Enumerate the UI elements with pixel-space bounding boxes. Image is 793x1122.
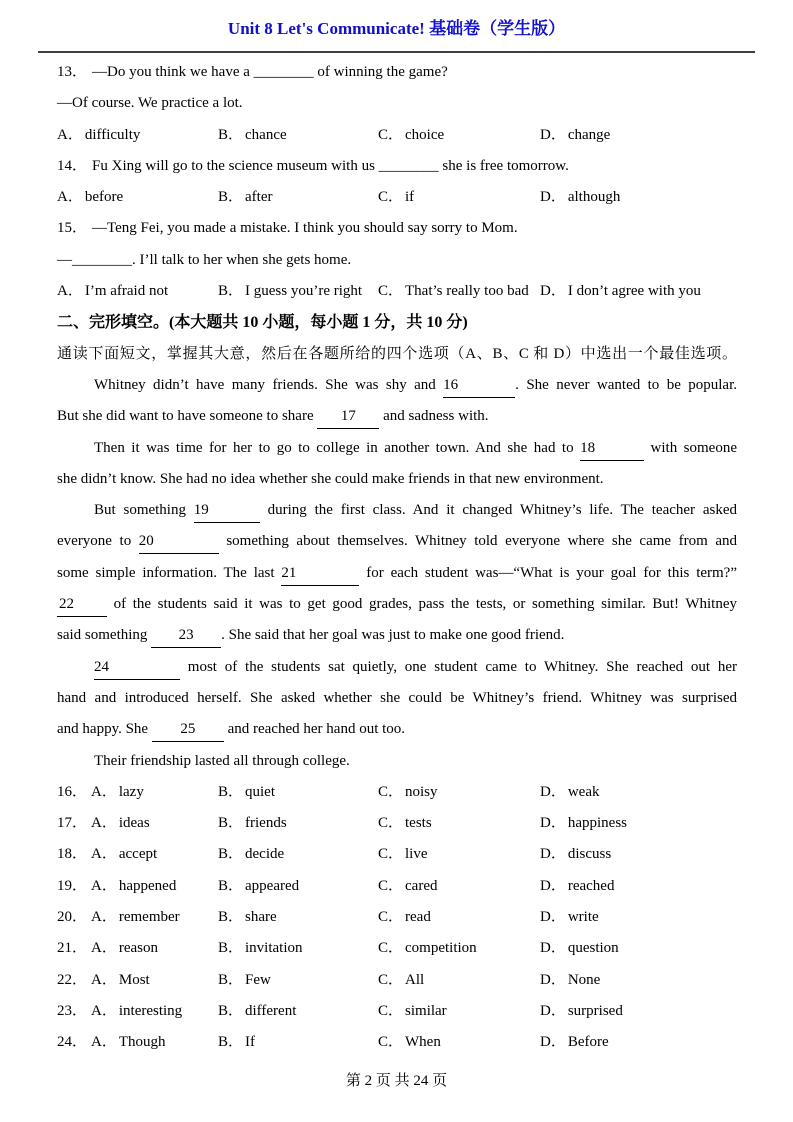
- option-text: noisy: [405, 783, 438, 800]
- cloze-blank-25: 25: [152, 717, 224, 742]
- question-14-options: [57, 182, 737, 213]
- option-14-a: [57, 182, 218, 213]
- question-24-number: 24．: [57, 1034, 88, 1051]
- passage-line-13: Their friendship lasted all through college.: [94, 752, 350, 769]
- option-letter-c: C．: [378, 909, 404, 926]
- option-text: accept: [118, 846, 158, 863]
- question-15-stem-line-1: [57, 213, 737, 244]
- question-17-number: 17．: [57, 815, 88, 832]
- option-text: I guess you’re right: [245, 283, 363, 300]
- option-letter-c: C．: [378, 189, 404, 206]
- option-text: Few: [245, 971, 271, 988]
- option-15-a: [57, 276, 218, 307]
- option-16-d: [540, 777, 737, 808]
- option-23-c: [378, 996, 540, 1027]
- option-letter-a: A．: [91, 909, 117, 926]
- option-letter-b: B．: [218, 909, 244, 926]
- question-18-options: [57, 839, 737, 870]
- option-text: If: [245, 1034, 256, 1051]
- option-text: decide: [245, 846, 285, 863]
- question-16-options: [57, 777, 737, 808]
- passage-line-3: Then it was time for her to go to college in another town. And she had to 18 with someone: [57, 433, 737, 464]
- passage-line-11: hand and introduced herself. She asked whether she could be Whitney’s friend. Whitney was surprised: [57, 689, 737, 706]
- option-letter-c: C．: [378, 1002, 404, 1019]
- passage-line-7: some simple information. The last 21 for each student was—“What is your goal for this term?”: [57, 558, 737, 589]
- option-text: remember: [118, 909, 180, 926]
- option-text: That’s really too bad: [405, 283, 529, 300]
- question-21-number: 21．: [57, 940, 88, 957]
- option-text: chance: [245, 126, 287, 143]
- option-16-c: [378, 777, 540, 808]
- option-17-d: [540, 808, 737, 839]
- option-text: friends: [245, 815, 287, 832]
- option-24-c: [378, 1027, 540, 1058]
- question-20-options: [57, 902, 737, 933]
- option-letter-a: A．: [91, 940, 117, 957]
- option-letter-a: A．: [91, 1002, 117, 1019]
- option-text: after: [245, 189, 273, 206]
- question-15-options: [57, 276, 737, 307]
- option-letter-c: C．: [378, 846, 404, 863]
- option-letter-a: A．: [91, 971, 117, 988]
- option-23-a: [57, 996, 218, 1027]
- question-15-reply-text: —________. I’ll talk to her when she gets home.: [57, 251, 352, 268]
- option-letter-c: C．: [378, 126, 404, 143]
- option-letter-b: B．: [218, 877, 244, 894]
- option-letter-b: B．: [218, 940, 244, 957]
- option-14-d: [540, 182, 737, 213]
- option-text: different: [245, 1002, 297, 1019]
- question-15-text: —Teng Fei, you made a mistake. I think you should say sorry to Mom.: [92, 220, 518, 237]
- option-letter-d: D．: [540, 971, 566, 988]
- question-20-number: 20．: [57, 909, 88, 926]
- option-24-b: [218, 1027, 378, 1058]
- option-letter-b: B．: [218, 1034, 244, 1051]
- question-23-number: 23．: [57, 1002, 88, 1019]
- option-18-c: [378, 839, 540, 870]
- option-21-a: [57, 933, 218, 964]
- option-22-a: [57, 965, 218, 996]
- question-14-number: 14．: [57, 157, 88, 174]
- option-20-b: [218, 902, 378, 933]
- option-letter-b: B．: [218, 971, 244, 988]
- option-text: tests: [405, 815, 432, 832]
- option-18-d: [540, 839, 737, 870]
- option-letter-b: B．: [218, 846, 244, 863]
- option-letter-b: B．: [218, 783, 244, 800]
- option-23-b: [218, 996, 378, 1027]
- option-letter-d: D．: [540, 1034, 566, 1051]
- section-heading: 二、完形填空。(本大题共 10 小题，每小题 1 分，共 10 分): [57, 314, 468, 332]
- question-16-number: 16．: [57, 783, 88, 800]
- option-letter-a: A．: [91, 815, 117, 832]
- passage-line-12: and happy. She 25 and reached her hand out too.: [57, 714, 737, 745]
- option-letter-d: D．: [540, 877, 566, 894]
- option-letter-b: B．: [218, 815, 244, 832]
- option-letter-d: D．: [540, 909, 566, 926]
- option-text: lazy: [118, 783, 144, 800]
- option-text: similar: [405, 1002, 447, 1019]
- option-text: appeared: [245, 877, 300, 894]
- cloze-blank-22: 22: [57, 592, 107, 617]
- option-text: if: [405, 189, 415, 206]
- option-letter-b: B．: [218, 126, 244, 143]
- option-19-a: [57, 871, 218, 902]
- option-letter-d: D．: [540, 940, 566, 957]
- option-text: None: [567, 971, 601, 988]
- option-letter-d: D．: [540, 846, 566, 863]
- option-letter-b: B．: [218, 283, 244, 300]
- question-23-options: [57, 996, 737, 1027]
- option-letter-a: A．: [57, 283, 83, 300]
- question-15-number: 15．: [57, 220, 88, 237]
- option-letter-c: C．: [378, 877, 404, 894]
- option-21-d: [540, 933, 737, 964]
- page-content: [57, 57, 737, 1059]
- option-letter-c: C．: [378, 971, 404, 988]
- option-text: invitation: [245, 940, 303, 957]
- cloze-blank-21: 21: [281, 561, 359, 586]
- page-footer: 第 2 页 共 24 页: [345, 1073, 448, 1089]
- option-letter-d: D．: [540, 783, 566, 800]
- option-15-c: [378, 276, 540, 307]
- option-text: reached: [567, 877, 615, 894]
- option-14-c: [378, 182, 540, 213]
- question-17-options: [57, 808, 737, 839]
- question-19-options: [57, 871, 737, 902]
- option-text: write: [567, 909, 599, 926]
- option-text: Though: [118, 1034, 166, 1051]
- option-17-b: [218, 808, 378, 839]
- cloze-blank-16: 16: [443, 373, 515, 398]
- cloze-blank-24: 24: [94, 655, 180, 680]
- passage-instruction: 通读下面短文，掌握其大意，然后在各题所给的四个选项（A、B、C 和 D）中选出一个最佳选项。: [57, 345, 737, 362]
- option-13-d: [540, 120, 737, 151]
- option-text: change: [567, 126, 611, 143]
- option-22-b: [218, 965, 378, 996]
- option-text: I’m afraid not: [84, 283, 169, 300]
- passage-line-1: Whitney didn’t have many friends. She was shy and 16 . She never wanted to be popular.: [57, 370, 737, 401]
- option-text: reason: [118, 940, 159, 957]
- option-text: Most: [118, 971, 150, 988]
- option-text: read: [405, 909, 431, 926]
- option-22-c: [378, 965, 540, 996]
- question-14-stem-line-1: [57, 151, 737, 182]
- option-letter-b: B．: [218, 1002, 244, 1019]
- option-letter-a: A．: [91, 877, 117, 894]
- option-16-b: [218, 777, 378, 808]
- option-text: surprised: [567, 1002, 623, 1019]
- option-15-d: [540, 276, 737, 307]
- option-19-d: [540, 871, 737, 902]
- passage-line-6: everyone to 20 something about themselves. Whitney told everyone where she came from and: [57, 526, 737, 557]
- option-letter-d: D．: [540, 815, 566, 832]
- passage-line-8: 22 of the students said it was to get good grades, pass the tests, or something similar. But! Whitney: [57, 589, 737, 620]
- passage-line-9: said something 23 . She said that her goal was just to make one good friend.: [57, 620, 737, 651]
- option-text: competition: [405, 940, 477, 957]
- option-21-c: [378, 933, 540, 964]
- option-text: difficulty: [84, 126, 141, 143]
- option-17-a: [57, 808, 218, 839]
- page-title: Unit 8 Let's Communicate! 基础卷（学生版）: [227, 19, 566, 38]
- option-18-b: [218, 839, 378, 870]
- option-text: discuss: [567, 846, 612, 863]
- cloze-blank-20: 20: [139, 529, 219, 554]
- option-text: although: [567, 189, 621, 206]
- option-13-b: [218, 120, 378, 151]
- option-letter-a: A．: [91, 783, 117, 800]
- question-21-options: [57, 933, 737, 964]
- option-13-a: [57, 120, 218, 151]
- option-text: question: [567, 940, 619, 957]
- option-letter-c: C．: [378, 1034, 404, 1051]
- option-text: happiness: [567, 815, 628, 832]
- option-19-b: [218, 871, 378, 902]
- header-rule: [38, 51, 755, 53]
- question-24-options: [57, 1027, 737, 1058]
- option-17-c: [378, 808, 540, 839]
- option-text: quiet: [245, 783, 276, 800]
- option-letter-c: C．: [378, 283, 404, 300]
- option-letter-a: A．: [91, 1034, 117, 1051]
- question-22-number: 22．: [57, 971, 88, 988]
- option-text: share: [245, 909, 277, 926]
- option-text: weak: [567, 783, 600, 800]
- option-14-b: [218, 182, 378, 213]
- passage-line-2: But she did want to have someone to share 17 and sadness with.: [57, 401, 737, 432]
- option-text: Before: [567, 1034, 609, 1051]
- option-text: ideas: [118, 815, 150, 832]
- option-23-d: [540, 996, 737, 1027]
- option-16-a: [57, 777, 218, 808]
- option-letter-d: D．: [540, 283, 566, 300]
- option-18-a: [57, 839, 218, 870]
- option-text: cared: [405, 877, 438, 894]
- option-20-c: [378, 902, 540, 933]
- cloze-blank-19: 19: [194, 498, 260, 523]
- question-15-stem-line-2: [57, 245, 737, 276]
- option-letter-c: C．: [378, 815, 404, 832]
- option-text: choice: [405, 126, 445, 143]
- option-13-c: [378, 120, 540, 151]
- option-letter-a: A．: [91, 846, 117, 863]
- question-14-text: Fu Xing will go to the science museum with us ________ she is free tomorrow.: [92, 157, 569, 174]
- question-19-number: 19．: [57, 877, 88, 894]
- option-text: before: [84, 189, 124, 206]
- option-21-b: [218, 933, 378, 964]
- option-letter-c: C．: [378, 940, 404, 957]
- question-22-options: [57, 965, 737, 996]
- question-13-reply-text: —Of course. We practice a lot.: [57, 95, 243, 112]
- cloze-blank-18: 18: [580, 436, 644, 461]
- option-24-a: [57, 1027, 218, 1058]
- option-text: interesting: [118, 1002, 183, 1019]
- passage-line-10: 24 most of the students sat quietly, one student came to Whitney. She reached out her: [57, 652, 737, 683]
- option-text: All: [405, 971, 425, 988]
- question-13-number: 13．: [57, 64, 88, 80]
- option-letter-a: A．: [57, 189, 83, 206]
- option-text: happened: [118, 877, 177, 894]
- option-20-a: [57, 902, 218, 933]
- question-13-options: [57, 120, 737, 151]
- option-20-d: [540, 902, 737, 933]
- option-19-c: [378, 871, 540, 902]
- cloze-blank-17: 17: [317, 404, 379, 429]
- option-24-d: [540, 1027, 737, 1058]
- question-13-text: —Do you think we have a ________ of winning the game?: [92, 64, 448, 80]
- option-letter-d: D．: [540, 126, 566, 143]
- option-letter-d: D．: [540, 189, 566, 206]
- passage-line-5: But something 19 during the first class. And it changed Whitney’s life. The teacher asked: [57, 495, 737, 526]
- option-text: live: [405, 846, 428, 863]
- option-letter-d: D．: [540, 1002, 566, 1019]
- cloze-blank-23: 23: [151, 623, 221, 648]
- question-18-number: 18．: [57, 846, 88, 863]
- passage-line-4: she didn’t know. She had no idea whether she could make friends in that new environment.: [57, 470, 604, 487]
- question-13-stem-line-2: [57, 88, 737, 119]
- option-22-d: [540, 965, 737, 996]
- option-text: I don’t agree with you: [567, 283, 701, 300]
- option-15-b: [218, 276, 378, 307]
- option-letter-c: C．: [378, 783, 404, 800]
- option-text: When: [405, 1034, 441, 1051]
- option-letter-a: A．: [57, 126, 83, 143]
- option-letter-b: B．: [218, 189, 244, 206]
- question-13-stem-line-1: [57, 57, 737, 88]
